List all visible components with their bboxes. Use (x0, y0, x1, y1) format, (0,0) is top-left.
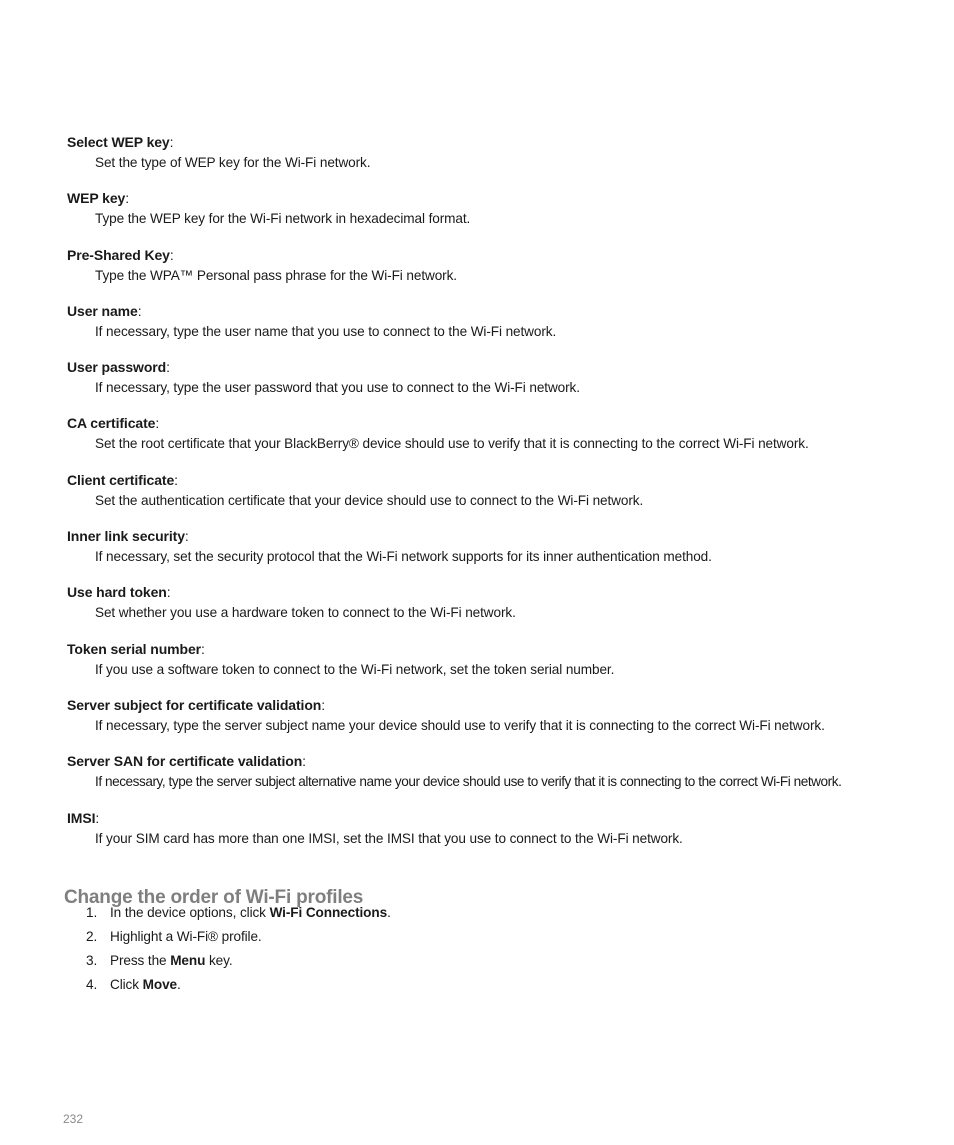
definition-description: If necessary, type the user name that you use to connect to the Wi-Fi network. (95, 323, 557, 339)
step-text-pre: Press the (110, 953, 171, 968)
definition-term: WEP key (67, 190, 126, 207)
step-text (110, 927, 262, 951)
step-text-bold: Move (142, 977, 177, 992)
definition-colon: : (166, 584, 171, 601)
definition-description: Set the type of WEP key for the Wi-Fi network. (95, 155, 371, 170)
definition-description: If your SIM card has more than one IMSI, set the IMSI that you use to connect to the Wi-Fi network. (95, 830, 683, 846)
step-item (86, 951, 391, 975)
definition-item (67, 357, 927, 413)
definition-description: Set the root certificate that your BlackBerry® device should use to verify that it is connecting to the correct Wi-Fi network. (95, 436, 809, 452)
step-text (110, 903, 391, 927)
step-number: 1. (86, 905, 98, 920)
definition-colon: : (302, 753, 306, 770)
definition-description: Type the WEP key for the Wi-Fi network in hexadecimal format. (95, 211, 471, 227)
step-item (86, 903, 391, 927)
definition-term: Client certificate (67, 471, 175, 488)
definition-term: Token serial number (67, 640, 201, 657)
step-text (110, 951, 233, 975)
definition-term: Server subject for certificate validation (67, 696, 322, 713)
definition-term: Select WEP key (67, 134, 170, 150)
definition-description: Set whether you use a hardware token to connect to the Wi-Fi network. (95, 605, 516, 621)
definition-colon: : (166, 359, 170, 376)
page-number: 232 (63, 1112, 84, 1126)
definition-item (67, 751, 927, 807)
definition-colon: : (95, 809, 100, 826)
step-text-post: . (387, 905, 391, 920)
definition-term: User password (67, 359, 167, 376)
definition-description: If necessary, type the server subject alternative name your device should use to verify that it is connecting to the correct Wi-Fi network. (95, 774, 842, 790)
definition-colon: : (321, 696, 326, 713)
definition-item (67, 808, 927, 864)
definition-item (67, 301, 927, 357)
definition-description: Type the WPA™ Personal pass phrase for the Wi-Fi network. (95, 267, 457, 283)
step-text (110, 975, 181, 999)
definition-term: Server SAN for certificate validation (67, 753, 303, 770)
definition-term: Use hard token (67, 584, 167, 601)
definition-description: If necessary, type the server subject name your device should use to verify that it is connecting to the correct Wi-Fi network. (95, 717, 825, 733)
definition-description: Set the authentication certificate that your device should use to connect to the Wi-Fi network. (95, 492, 644, 508)
definition-list (67, 132, 927, 864)
definition-description: If necessary, type the user password that you use to connect to the Wi-Fi network. (95, 380, 580, 396)
step-number: 2. (86, 929, 98, 944)
step-text-pre: Highlight a Wi-Fi® profile. (110, 929, 262, 944)
definition-item (67, 639, 927, 695)
definition-colon: : (169, 246, 174, 263)
definition-term: Pre-Shared Key (67, 246, 170, 263)
definition-colon: : (201, 640, 205, 657)
step-text-bold: Wi-Fi Connections (269, 905, 388, 920)
definition-colon: : (174, 471, 178, 488)
definition-item (67, 695, 927, 751)
step-number: 4. (86, 977, 98, 992)
definition-item (67, 413, 927, 469)
definition-item (67, 188, 927, 244)
section-heading: Change the order of Wi-Fi profiles (64, 886, 364, 908)
step-item (86, 927, 391, 951)
step-text-bold: Menu (170, 953, 206, 968)
definition-colon: : (184, 528, 189, 545)
definition-item (67, 470, 927, 526)
step-item (86, 975, 391, 999)
definition-item (67, 582, 927, 638)
step-number: 3. (86, 953, 98, 968)
definition-colon: : (169, 134, 174, 150)
step-text-pre: In the device options, click (110, 905, 270, 920)
definition-colon: : (155, 415, 160, 432)
definition-item (67, 526, 927, 582)
definition-description: If necessary, set the security protocol that the Wi-Fi network supports for its inner authentication method. (95, 549, 712, 565)
definition-term: User name (67, 302, 138, 319)
definition-colon: : (125, 190, 129, 207)
definition-description: If you use a software token to connect to the Wi-Fi network, set the token serial number. (95, 661, 615, 677)
step-text-post: . (177, 977, 181, 992)
definition-term: CA certificate (67, 415, 156, 432)
definition-item (67, 132, 927, 188)
step-text-pre: Click (110, 977, 143, 992)
definition-colon: : (137, 302, 142, 319)
definition-term: IMSI (67, 809, 96, 826)
definition-term: Inner link security (67, 528, 185, 545)
steps-list (86, 903, 391, 999)
step-text-post: key. (205, 953, 233, 968)
definition-item (67, 245, 927, 301)
